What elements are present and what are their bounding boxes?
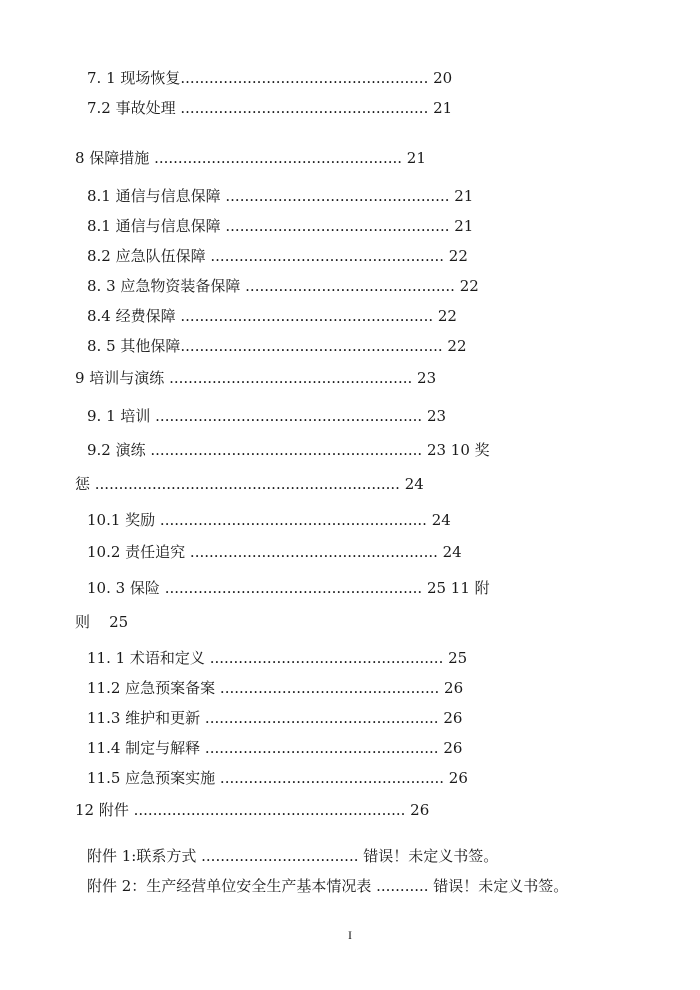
- toc-entry-text: 8 保障措施 .................................................... 21: [75, 149, 426, 167]
- toc-entry-appendix-2: [87, 876, 647, 896]
- toc-entry-text: 11. 1 术语和定义 ................................................. 25: [87, 649, 468, 667]
- toc-entry-text: 10.1 奖励 ........................................................ 24: [87, 511, 451, 529]
- toc-entry-text: 8.4 经费保障 ..................................................... 22: [87, 307, 457, 325]
- toc-entry-7-2: [87, 98, 627, 118]
- toc-entry-text: 10.2 责任追究 .................................................... 24: [87, 543, 462, 561]
- toc-entry-11-3: [87, 708, 627, 728]
- toc-entry-text: 7. 1 现场恢复.................................................... 20: [87, 69, 453, 87]
- toc-entry-text: 11.5 应急预案实施 ............................................... 26: [87, 769, 468, 787]
- toc-entry-8-2: [87, 246, 627, 266]
- page-number: I: [348, 928, 352, 942]
- toc-entry-10-1: [87, 510, 627, 530]
- toc-entry-appendix-1: [87, 846, 647, 866]
- toc-entry-10-3: [87, 578, 647, 598]
- toc-entry-text: 11.2 应急预案备案 .............................................. 26: [87, 679, 464, 697]
- toc-entry-11-5: [87, 768, 627, 788]
- toc-entry-text: 惩 ................................................................ 24: [75, 475, 424, 493]
- toc-entry-text: 则 25: [75, 613, 129, 631]
- toc-entry-text: 11.4 制定与解释 ................................................. 26: [87, 739, 463, 757]
- toc-entry-8-1a: [87, 186, 627, 206]
- toc-entry-10-cont: [75, 474, 615, 494]
- toc-entry-text: 8. 3 应急物资装备保障 ............................................ 22: [87, 277, 479, 295]
- toc-entry-8-4: [87, 306, 627, 326]
- toc-entry-8: [75, 148, 615, 168]
- toc-entry-11-4: [87, 738, 627, 758]
- toc-entry-text: 附件 2：生产经营单位安全生产基本情况表 ........... 错误！未定义书签。: [87, 877, 569, 895]
- toc-entry-9-1: [87, 406, 627, 426]
- toc-entry-text: 9 培训与演练 ................................................... 23: [75, 369, 437, 387]
- toc-entry-11-cont: [75, 612, 615, 632]
- toc-entry-text: 12 附件 ......................................................... 26: [75, 801, 430, 819]
- toc-entry-12: [75, 800, 615, 820]
- toc-entry-11-1: [87, 648, 627, 668]
- toc-entry-text: 10. 3 保险 ...................................................... 25 11 附: [87, 579, 490, 597]
- toc-entry-text: 7.2 事故处理 .................................................... 21: [87, 99, 453, 117]
- toc-entry-8-3: [87, 276, 627, 296]
- toc-entry-text: 附件 1:联系方式 ................................. 错误！未定义书签。: [87, 847, 499, 865]
- toc-entry-text: 8. 5 其他保障....................................................... 22: [87, 337, 467, 355]
- toc-entry-text: 11.3 维护和更新 ................................................. 26: [87, 709, 463, 727]
- toc-entry-text: 8.2 应急队伍保障 ................................................. 22: [87, 247, 468, 265]
- toc-entry-text: 9. 1 培训 ........................................................ 23: [87, 407, 447, 425]
- toc-entry-11-2: [87, 678, 627, 698]
- toc-entry-text: 8.1 通信与信息保障 ............................................... 21: [87, 187, 474, 205]
- toc-entry-8-1b: [87, 216, 627, 236]
- toc-entry-text: 9.2 演练 ......................................................... 23 10 奖: [87, 441, 490, 459]
- toc-entry-10-2: [87, 542, 627, 562]
- toc-entry-9: [75, 368, 615, 388]
- toc-entry-9-2: [87, 440, 647, 460]
- toc-entry-8-5: [87, 336, 627, 356]
- toc-entry-text: 8.1 通信与信息保障 ............................................... 21: [87, 217, 474, 235]
- toc-entry-7-1: [87, 68, 627, 88]
